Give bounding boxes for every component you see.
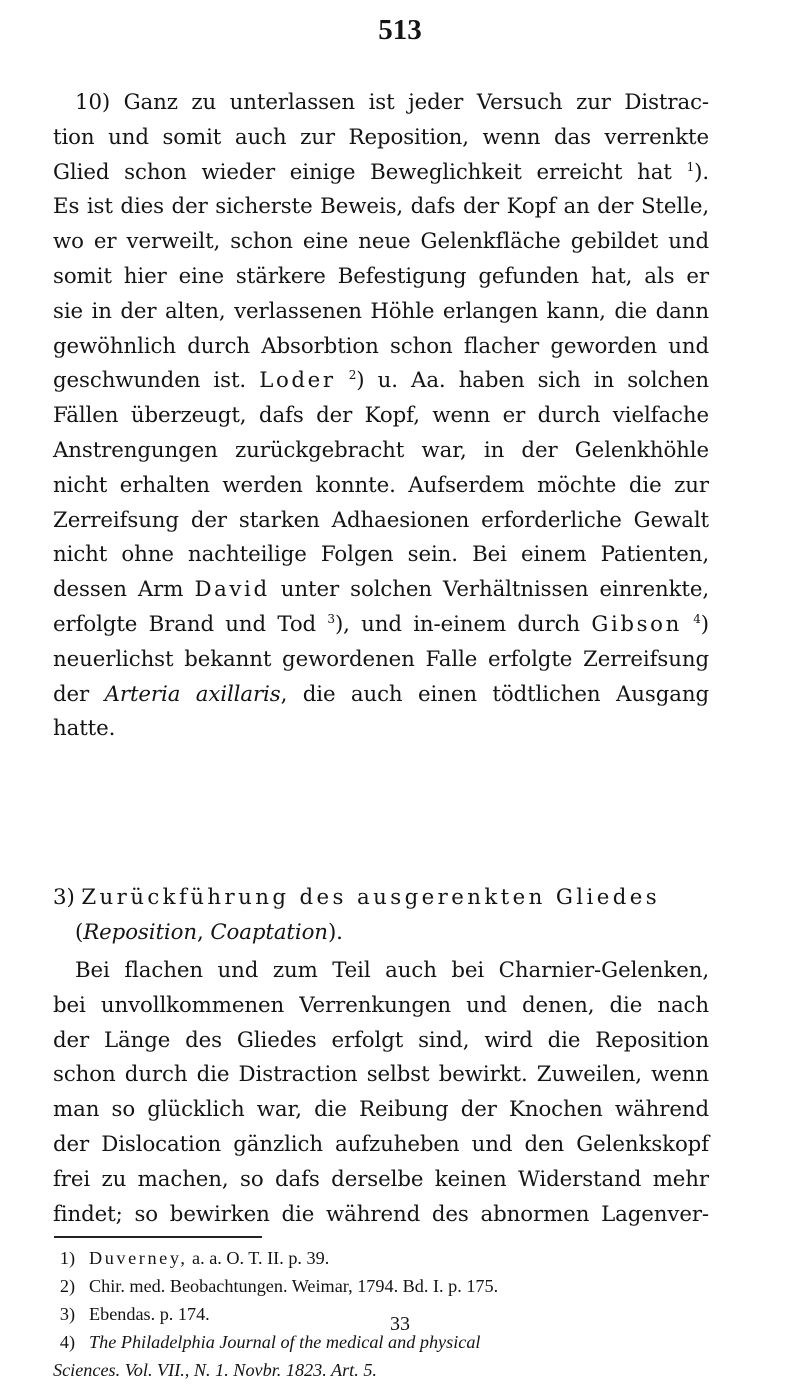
signature-mark: 33 [390, 1313, 410, 1335]
text-line: man so glücklich war, die Reibung der Knochen während [53, 1097, 709, 1123]
text-line: tion und somit auch zur Reposition, wenn das verrenkte [53, 124, 709, 150]
footnote-divider [54, 1236, 262, 1238]
footnote-ref: 1 [686, 159, 695, 174]
footnote-4-continued: Sciences. Vol. VII., N. 1. Novbr. 1823. Art. 5. [53, 1360, 377, 1380]
text-line: findet; so bewirken die während des abnormen Lagenver- [53, 1201, 709, 1227]
text-line: dessen Arm David unter solchen Verhältnissen einrenkte, [53, 577, 710, 603]
footnote-ref: 2 [348, 368, 357, 383]
text-line: geschwunden ist. Loder $^2$) u. Aa. haben sich in solchen [53, 368, 710, 394]
text-line: wo er verweilt, schon eine neue Gelenkfläche gebildet und [53, 229, 709, 255]
footnote-ref: 4 [693, 611, 701, 626]
footnote-3: 3) Ebendas. p. 174. [59, 1304, 210, 1324]
text-line: nicht erhalten werden konnte. Aufserdem möchte die zur [53, 472, 709, 498]
text-line: nicht ohne nachteilige Folgen sein. Bei einem Patienten, [53, 542, 709, 568]
author-name: David [194, 577, 270, 603]
text-line: gewöhnlich durch Absorbtion schon flacher geworden und [53, 333, 709, 359]
section-3-paragraph [53, 954, 709, 1232]
text-line: der Arteria axillaris, die auch einen tödtlichen Ausgang [53, 681, 709, 707]
section-heading: 3) Zurückführung des ausgerenkten Gliedes [53, 885, 661, 910]
text-line: Fällen überzeugt, dafs der Kopf, wenn er durch vielfache [53, 403, 709, 429]
footnote-1: 1) Duverney, a. a. O. T. II. p. 39. [59, 1248, 330, 1268]
section-10-paragraph [53, 86, 709, 747]
text-line: der Dislocation gänzlich aufzuheben und den Gelenkskopf [53, 1131, 709, 1157]
text-line: sie in der alten, verlassenen Höhle erlangen kann, die dann [53, 298, 709, 324]
text-line: Es ist dies der sicherste Beweis, dafs der Kopf an der Stelle, [53, 194, 709, 220]
text-line: der Länge des Gliedes erfolgt sind, wird die Reposition [53, 1027, 709, 1053]
text-line: somit hier eine stärkere Befestigung gefunden hat, als er [53, 263, 709, 289]
text-line: Glied schon wieder einige Beweglichkeit erreicht hat $^1$). [53, 159, 709, 185]
text-line: Zerreifsung der starken Adhaesionen erforderliche Gewalt [53, 507, 709, 533]
text-line: 10) Ganz zu unterlassen ist jeder Versuch zur Distrac- [75, 90, 709, 115]
text-line: bei unvollkommenen Verrenkungen und denen, die nach [53, 992, 709, 1018]
footnote-2: 2) Chir. med. Beobachtungen. Weimar, 1794. Bd. I. p. 175. [59, 1276, 499, 1296]
italic-term: Arteria axillaris [104, 681, 281, 707]
text-line: schon durch die Distraction selbst bewirkt. Zuweilen, wenn [53, 1062, 709, 1088]
text-line: hatte. [53, 716, 116, 742]
section-subtitle: (Reposition, Coaptation). [75, 919, 343, 945]
footnote-ref: 3 [327, 611, 335, 626]
author-name: Loder [259, 368, 336, 394]
text-line: erfolgte Brand und Tod $^3$), und in-einem durch Gibson $^4$) [53, 611, 709, 637]
text-line: frei zu machen, so dafs derselbe keinen Widerstand mehr [53, 1166, 709, 1192]
footnote-4: 4) The Philadelphia Journal of the medical and physical [59, 1332, 481, 1352]
author-name: Gibson [591, 611, 682, 637]
text-line: Bei flachen und zum Teil auch bei Charnier-Gelenken, [75, 958, 709, 983]
text-line: neuerlichst bekannt gewordenen Falle erfolgte Zerreifsung [53, 646, 709, 672]
text-line: Anstrengungen zurückgebracht war, in der Gelenkhöhle [53, 437, 709, 463]
section-3-block [53, 881, 709, 951]
page-number: 513 [378, 14, 422, 46]
